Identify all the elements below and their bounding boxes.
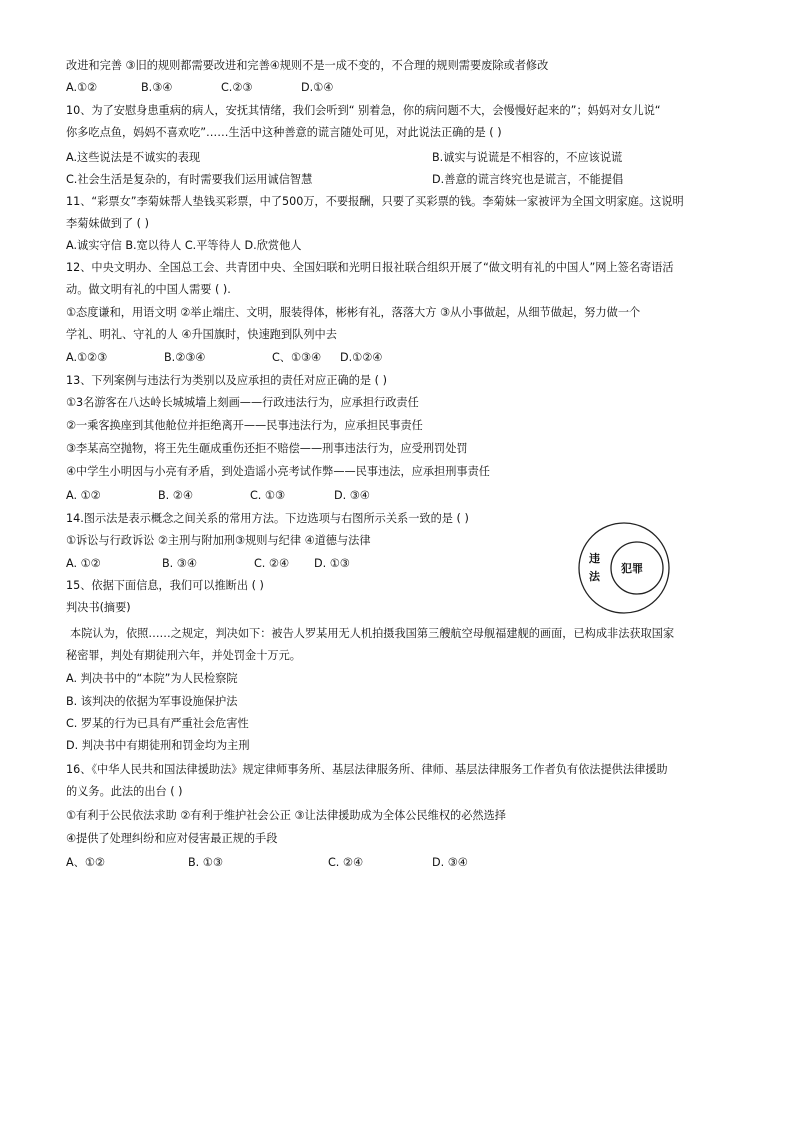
q10-stem-2: 你多吃点鱼，妈妈不喜欢吃”……生活中这种善意的谎言随处可见，对此说法正确的是 ( ) [66, 126, 502, 139]
q15-stem: 15、依据下面信息，我们可以推断出 ( ) [66, 579, 264, 592]
q15-option-b: B. 该判决的依据为军事设施保护法 [66, 695, 238, 708]
q10-option-b: B.诚实与说谎是不相容的，不应该说谎 [432, 151, 623, 164]
option-a: A.①② [66, 81, 98, 94]
option-b: B. ③④ [162, 557, 197, 570]
option-c: C. ①③ [250, 489, 285, 502]
option-d: D. ③④ [432, 856, 468, 869]
option-b: B. ②④ [158, 489, 193, 502]
option-a: A、①② [66, 856, 105, 869]
option-d: D. ①③ [314, 557, 350, 570]
q12-choices-1: ①态度谦和，用语文明 ②举止端庄、文明，服装得体，彬彬有礼，落落大方 ③从小事做起，从细节做起，努力做一个 [66, 306, 641, 319]
q15-judgment-2: 秘密罪，判处有期徒刑六年，并处罚金十万元。 [66, 649, 301, 662]
venn-diagram [576, 520, 672, 616]
q15-option-a: A. 判决书中的“本院”为人民检察院 [66, 672, 238, 685]
q13-case-4: ④中学生小明因与小亮有矛盾，到处造谣小亮考试作弊——民事违法，应承担刑事责任 [66, 465, 490, 478]
option-c: C. ②④ [328, 856, 363, 869]
q12-choices-2: 学礼、明礼、守礼的人 ④升国旗时，快速跑到队列中去 [66, 328, 337, 341]
q12-stem-2: 动。做文明有礼的中国人需要 ( ). [66, 283, 231, 296]
option-a: A.①②③ [66, 351, 108, 364]
q16-choices-1: ①有利于公民依法求助 ②有利于维护社会公正 ③让法律援助成为全体公民维权的必然选择 [66, 809, 506, 822]
q15-option-c: C. 罗某的行为已具有严重社会危害性 [66, 717, 249, 730]
q16-stem-2: 的义务。此法的出台 ( ) [66, 785, 183, 798]
q9-options [66, 80, 333, 96]
q13-case-3: ③李某高空抛物，将王先生砸成重伤还拒不赔偿——刑事违法行为，应受刑罚处罚 [66, 442, 468, 455]
option-d: D.①④ [301, 81, 334, 94]
q16-stem-1: 16、《中华人民共和国法律援助法》规定律师事务所、基层法律服务所、律师、基层法律服务工作者负有依法提供法律援助 [66, 763, 668, 776]
outer-label-2: 法 [589, 570, 600, 583]
q13-case-1: ①3名游客在八达岭长城城墙上刻画——行政违法行为，应承担行政责任 [66, 396, 419, 409]
q14-options [66, 556, 350, 572]
option-d: D. ③④ [334, 489, 370, 502]
option-a: A. ①② [66, 557, 101, 570]
q14-stem: 14.图示法是表示概念之间关系的常用方法。下边选项与右图所示关系一致的是 ( ) [66, 512, 469, 525]
q13-options [66, 488, 370, 504]
q10-option-d: D.善意的谎言终究也是谎言，不能提倡 [432, 173, 624, 186]
option-d: D.①②④ [340, 351, 383, 364]
q15-judgment-title: 判决书(摘要) [66, 601, 131, 614]
q13-case-2: ②一乘客换座到其他舱位并拒绝离开——民事违法行为，应承担民事责任 [66, 419, 423, 432]
q16-options [66, 855, 468, 871]
q10-option-c: C.社会生活是复杂的，有时需要我们运用诚信智慧 [66, 173, 313, 186]
option-b: B.②③④ [164, 351, 206, 364]
option-a: A. ①② [66, 489, 101, 502]
q9-continuation: 改进和完善 ③旧的规则都需要改进和完善④规则不是一成不变的，不合理的规则需要废除或者修改 [66, 59, 549, 72]
q15-judgment-1: 本院认为，依照……之规定，判决如下：被告人罗某用无人机拍摄我国第三艘航空母舰福建舰的画面，已构成非法获取国家 [70, 627, 675, 640]
q16-choices-2: ④提供了处理纠纷和应对侵害最正规的手段 [66, 832, 278, 845]
q15-option-d: D. 判决书中有期徒刑和罚金均为主刑 [66, 739, 250, 752]
q11-stem-1: 11、“彩票女”李菊妹帮人垫钱买彩票，中了500万，不要报酬，只要了买彩票的钱。李菊妹一家被评为全国文明家庭。这说明 [66, 195, 684, 208]
q13-stem: 13、下列案例与违法行为类别以及应承担的责任对应正确的是 ( ) [66, 374, 387, 387]
outer-label-1: 违 [589, 552, 600, 565]
option-b: B. ①③ [188, 856, 223, 869]
option-c: C. ②④ [254, 557, 289, 570]
option-c: C.②③ [221, 81, 253, 94]
q11-options: A.诚实守信 B.宽以待人 C.平等待人 D.欣赏他人 [66, 239, 302, 252]
q11-stem-2: 李菊妹做到了 ( ) [66, 217, 149, 230]
q12-stem-1: 12、中央文明办、全国总工会、共青团中央、全国妇联和光明日报社联合组织开展了“做文明有礼的中国人”网上签名寄语活 [66, 261, 674, 274]
option-c: C、①③④ [272, 351, 322, 364]
q14-choices: ①诉讼与行政诉讼 ②主刑与附加刑③规则与纪律 ④道德与法律 [66, 534, 371, 547]
inner-label: 犯罪 [621, 562, 643, 575]
option-b: B.③④ [141, 81, 173, 94]
q10-option-a: A.这些说法是不诚实的表现 [66, 151, 201, 164]
q12-options [66, 350, 382, 366]
q10-stem-1: 10、为了安慰身患重病的病人，安抚其情绪，我们会听到“ 别着急，你的病问题不大，会慢慢好起来的”；妈妈对女儿说“ [66, 104, 661, 117]
